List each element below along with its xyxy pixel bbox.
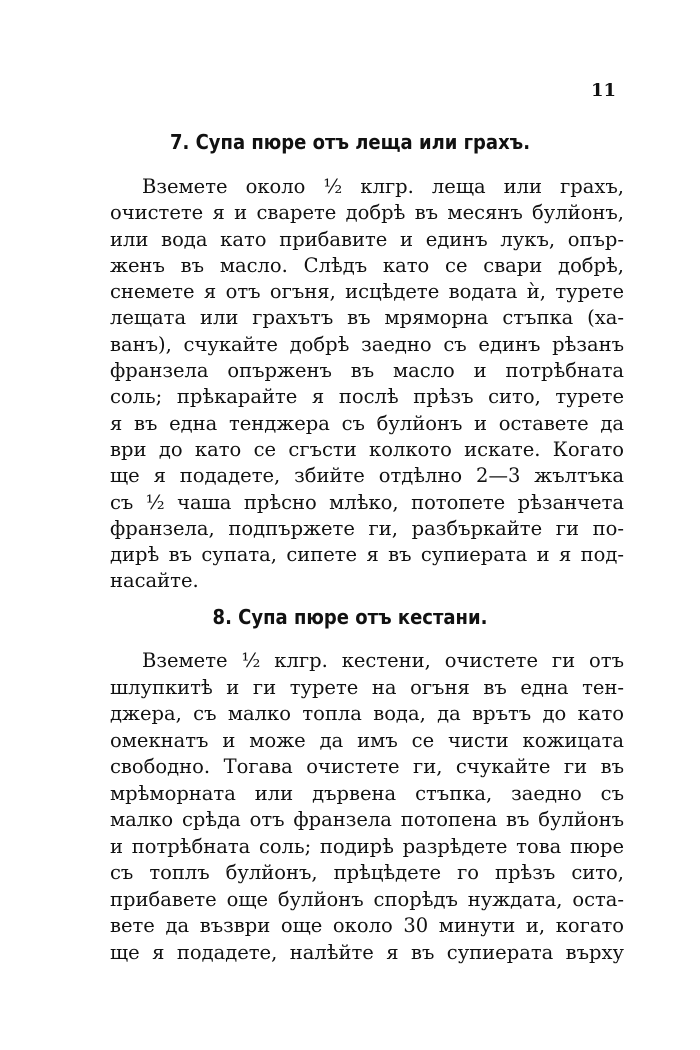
body-line: и потрѣбната соль; подирѣ разрѣдете това пюре — [110, 834, 624, 858]
body-line: снемете я отъ огъня, исцѣдете водата ѝ, турете — [110, 280, 624, 304]
body-line: франзела, подпържете ги, разбъркайте ги по- — [110, 516, 624, 540]
body-line: лещата или грахътъ въ мряморна стъпка (ха- — [110, 306, 624, 330]
recipe-7-heading: 7. Супа пюре отъ леща или грахъ. — [169, 130, 531, 154]
recipe-8-heading: 8. Супа пюре отъ кестани. — [212, 605, 488, 629]
body-line: малко срѣда отъ франзела потопена въ булйонъ — [110, 808, 624, 831]
body-line: джера, съ малко топла вода, да врътъ до като — [110, 702, 624, 725]
body-line: ще я подадете, налѣйте я въ супиерата върху — [110, 940, 624, 964]
body-line: съ топлъ булйонъ, прѣцѣдете го прѣзъ сито, — [110, 861, 624, 884]
body-line: свободно. Тогава очистете ги, счукайте ги въ — [110, 755, 624, 778]
body-line: франзела опърженъ въ масло и потрѣбната — [110, 359, 624, 383]
body-line: ванъ), счукайте добрѣ заедно съ единъ рѣзанъ — [110, 332, 624, 356]
body-line: очистете я и сварете добрѣ въ месянъ булйонъ, — [110, 201, 624, 225]
body-line: прибавете още булйонъ спорѣдъ нуждата, оста- — [110, 887, 624, 911]
body-line: соль; прѣкарайте я послѣ прѣзъ сито, турете — [110, 385, 624, 409]
body-line: омекнатъ и може да имъ се чисти кожицата — [110, 728, 624, 752]
body-line: дирѣ въ супата, сипете я въ супиерата и я под- — [110, 543, 624, 567]
recipe-7-body — [110, 174, 624, 595]
body-line: ври до като се сгъсти колкото искате. Когато — [110, 437, 624, 461]
body-line: мрѣморната или дървена стъпка, заедно съ — [110, 781, 624, 805]
body-line: Вземете около ½ клгр. леща или грахъ, — [142, 175, 624, 198]
recipe-8-body — [110, 648, 624, 966]
page-number: 11 — [590, 80, 616, 101]
body-line: насайте. — [110, 569, 199, 593]
body-line: съ ½ чаша прѣсно млѣко, потопете рѣзанчета — [110, 490, 624, 514]
body-line: Вземете ½ клгр. кестени, очистете ги отъ — [142, 649, 624, 672]
body-line: женъ въ масло. Слѣдъ като се свари добрѣ, — [110, 253, 624, 277]
body-line: или вода като прибавите и единъ лукъ, опър- — [110, 227, 624, 251]
body-line: ще я подадете, збийте отдѣлно 2—3 жълтъка — [110, 464, 624, 488]
body-line: шлупкитѣ и ги турете на огъня въ една тен- — [110, 675, 624, 699]
body-line: я въ една тенджера съ булйонъ и оставете да — [110, 411, 624, 435]
body-line: вете да възври още около 30 минути и, когато — [110, 914, 624, 937]
